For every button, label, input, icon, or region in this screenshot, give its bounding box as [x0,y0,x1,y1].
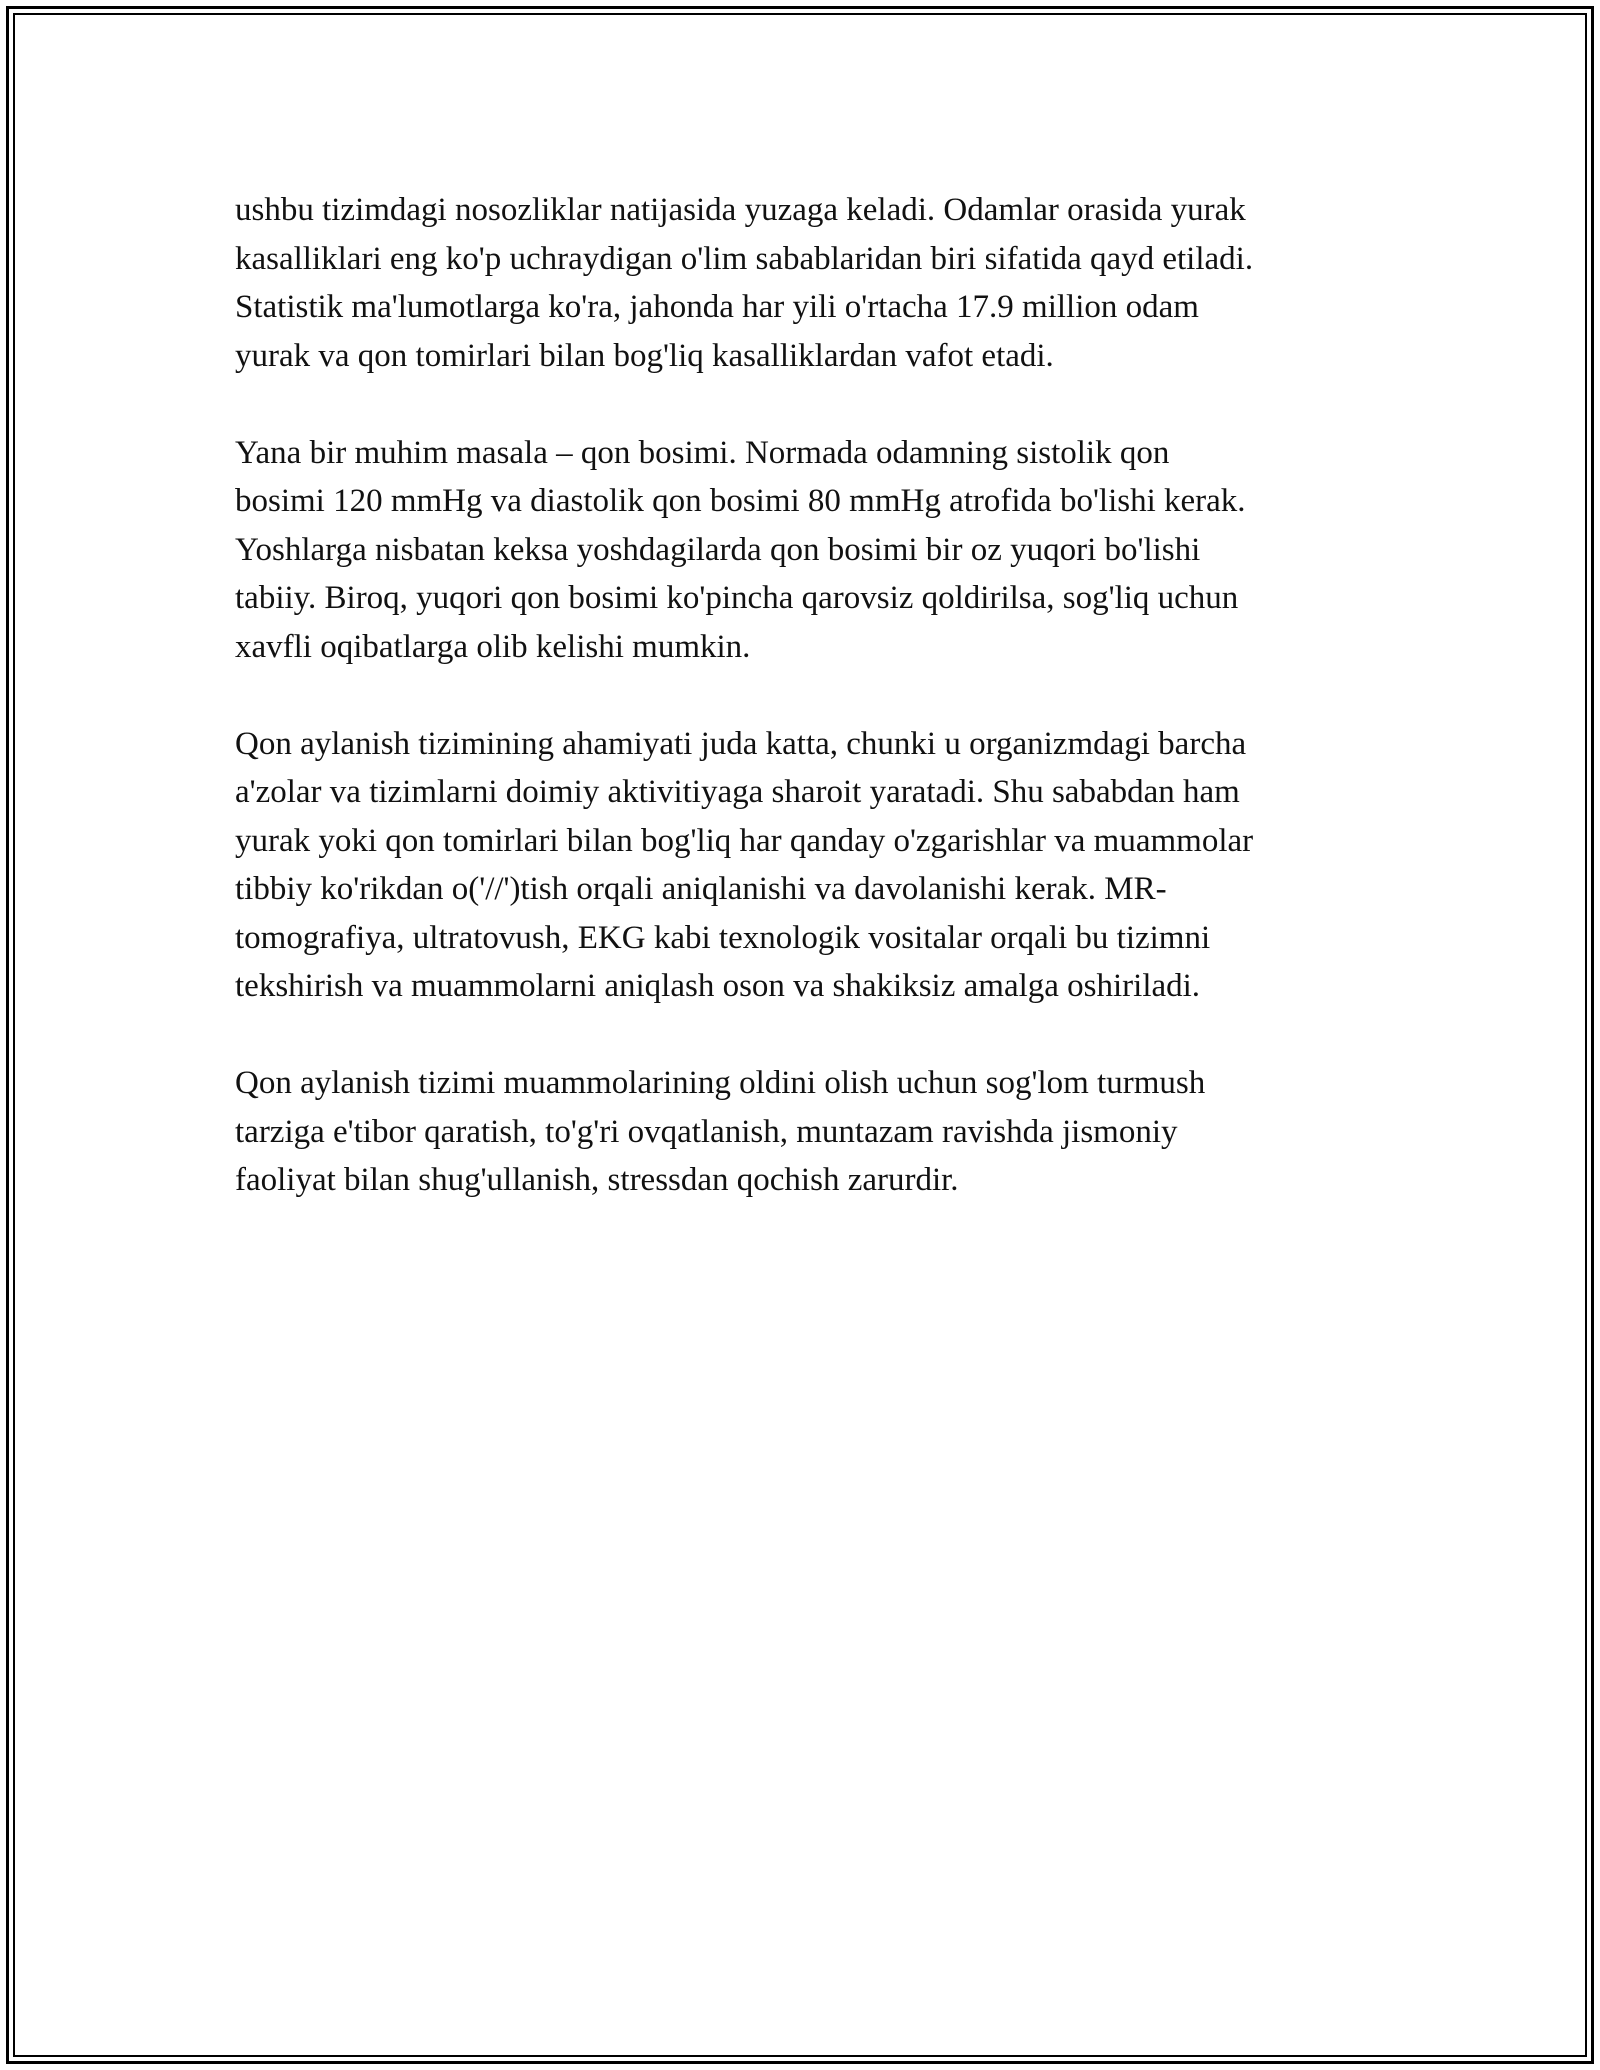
paragraph-2: Yana bir muhim masala – qon bosimi. Normada odamning sistolik qon bosimi 120 mmHg va diastolik qon bosimi 80 mmHg atrofida bo'lishi kerak. Yoshlarga nisbatan keksa yoshdagilarda qon bosimi bir oz yuqori bo'lishi tabiiy. Biroq, yuqori qon bosimi ko'pincha qarovsiz qoldirilsa, sog'liq uchun xavfli oqibatlarga olib kelishi mumkin. [235,434,1246,665]
paragraph-4: Qon aylanish tizimi muammolarining oldini olish uchun sog'lom turmush tarziga e'tibor qaratish, to'g'ri ovqatlanish, muntazam ravishda jismoniy faoliyat bilan shug'ullanish, stressdan qochish zarurdir. [235,1065,1206,1198]
paragraph-1: ushbu tizimdagi nosozliklar natijasida yuzaga keladi. Odamlar orasida yurak kasalliklari eng ko'p uchraydigan o'lim sabablaridan biri sifatida qayd etiladi. Statistik ma'lumotlarga ko'ra, jahonda har yili o'rtacha 17.9 million odam yurak va qon tomirlari bilan bog'liq kasalliklardan vafot etadi. [235,192,1254,374]
paragraph-3: Qon aylanish tizimining ahamiyati juda katta, chunki u organizmdagi barcha a'zolar va tizimlarni doimiy aktivitiyaga sharoit yaratadi. Shu sababdan ham yurak yoki qon tomirlari bilan bog'liq har qanday o'zgarishlar va muammolar tibbiy ko'rikdan o('//')tish orqali aniqlanishi va davolanishi kerak. MR- tomografiya, ultratovush, EKG kabi texnologik vositalar orqali bu tizimni tekshirish va muammolarni aniqlash oson va shakiksiz amalga oshiriladi. [235,725,1254,1004]
document-body [235,186,1375,1253]
